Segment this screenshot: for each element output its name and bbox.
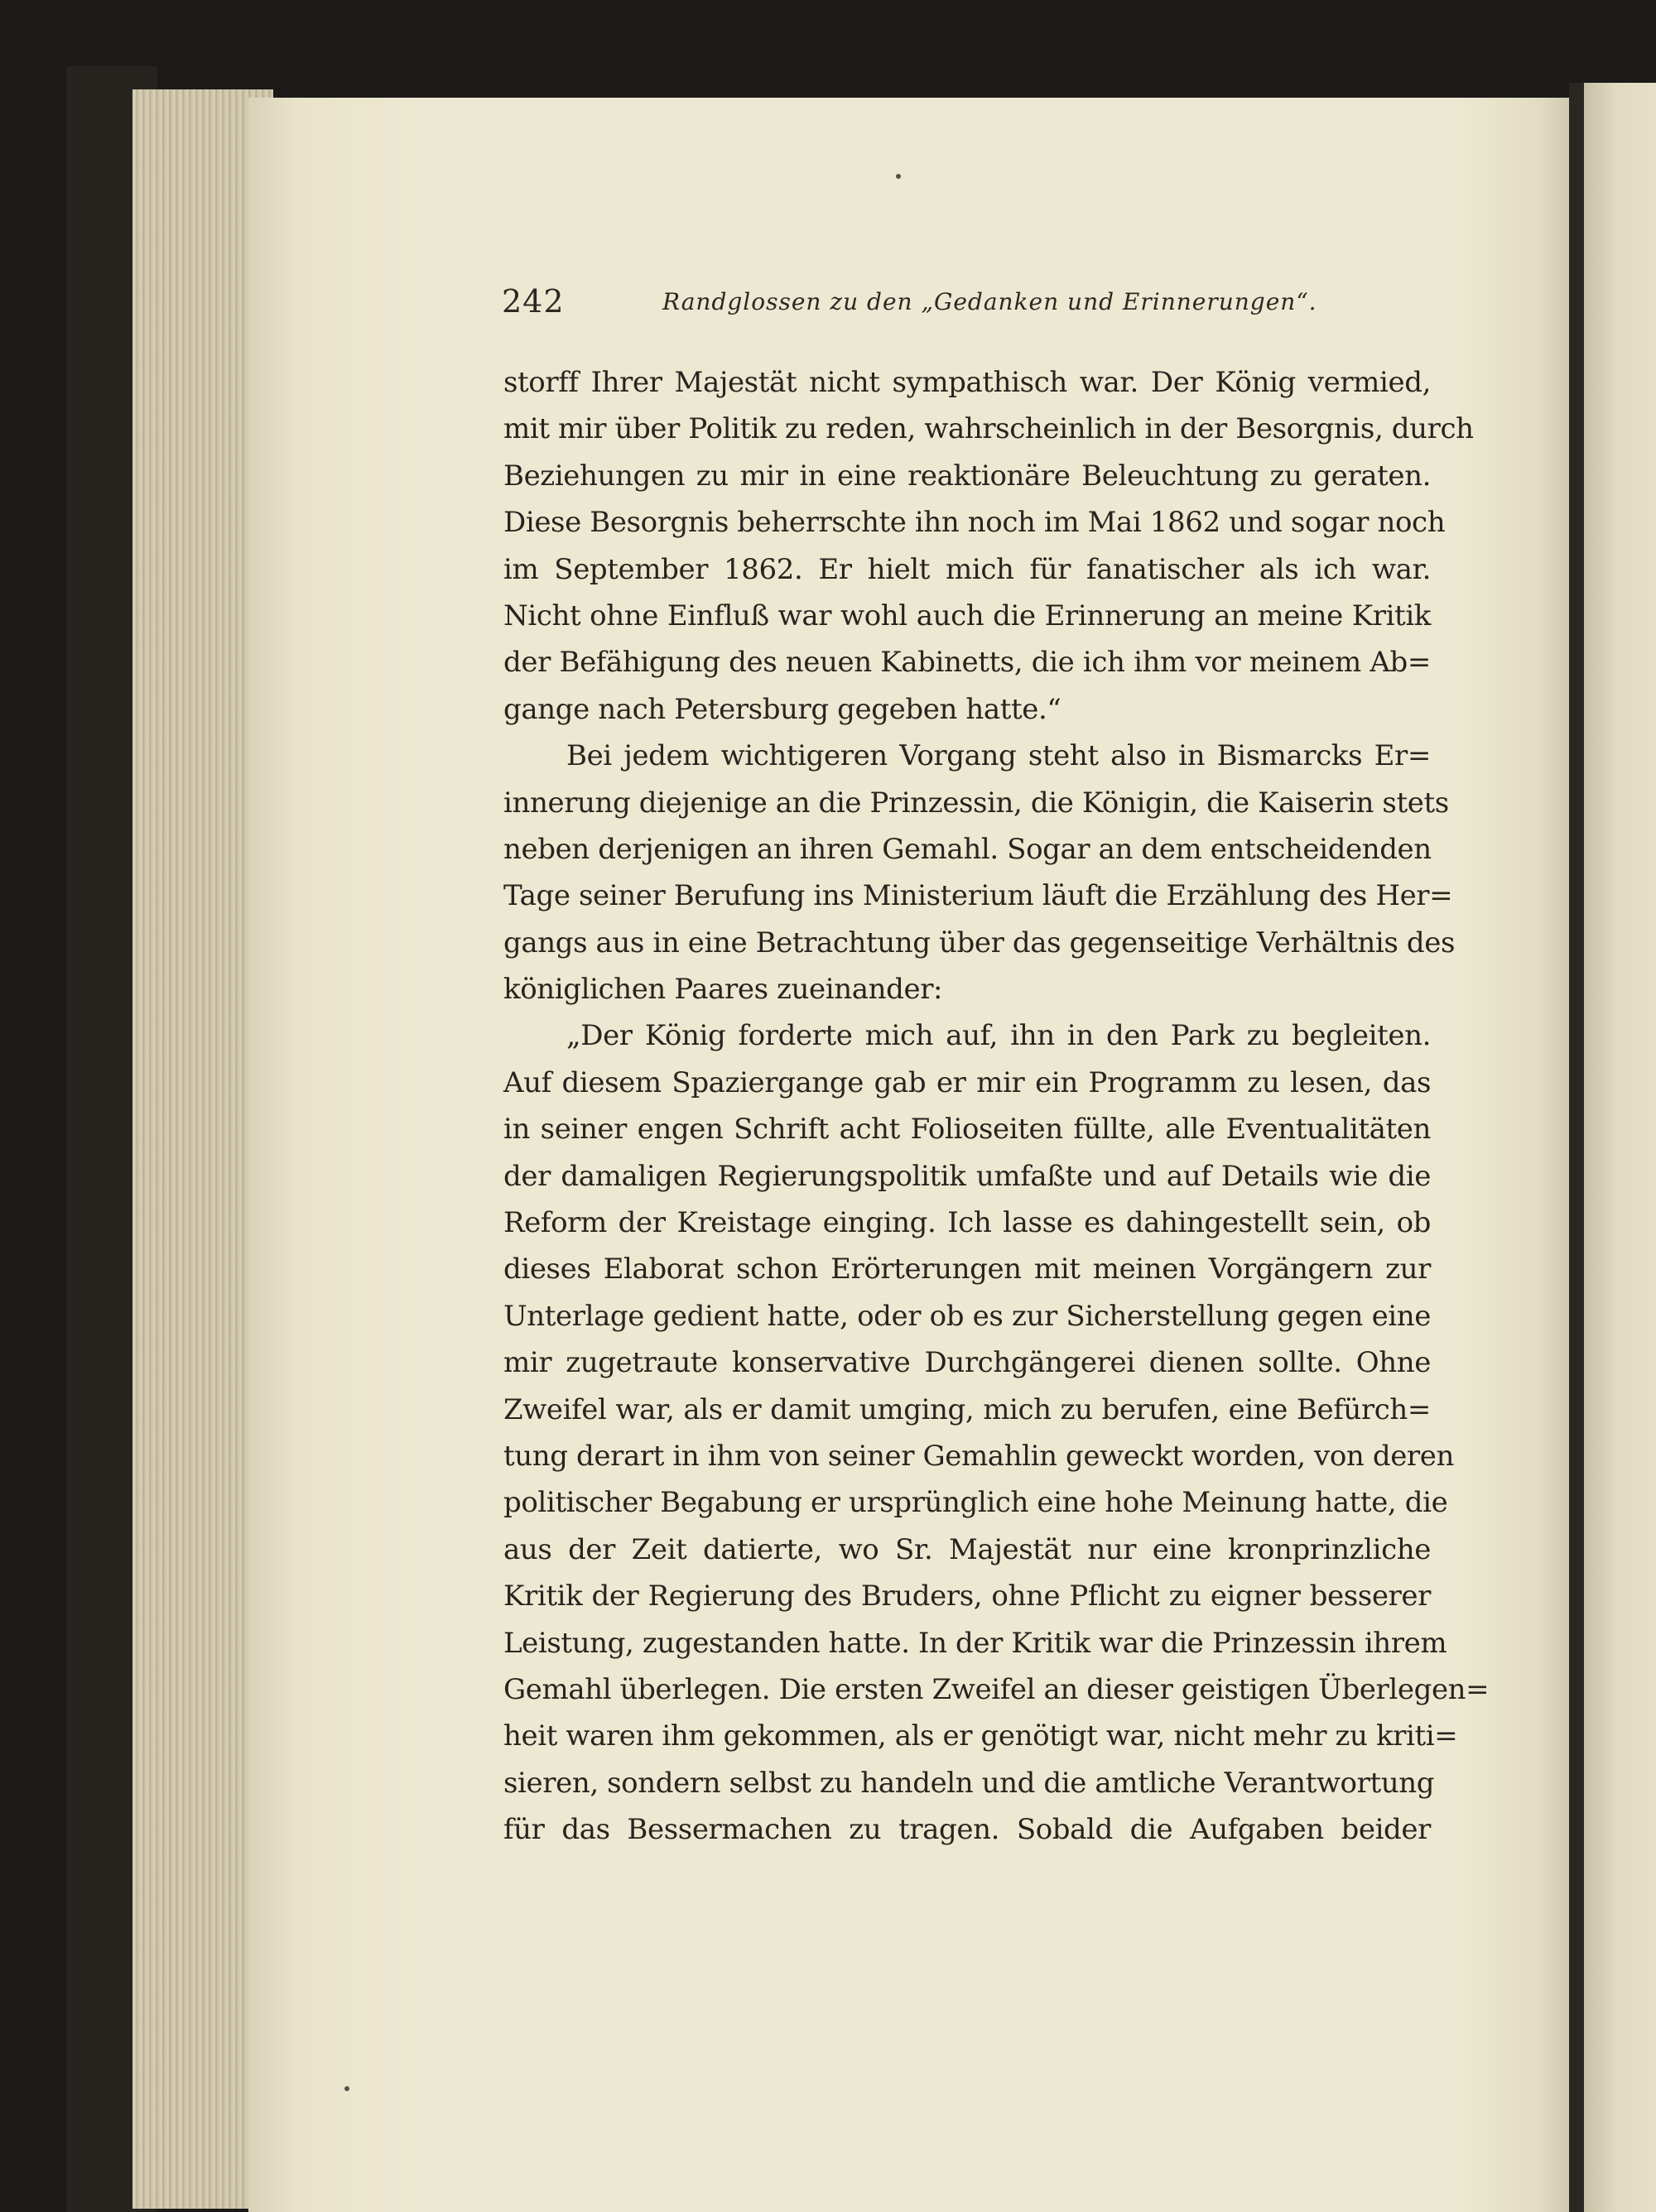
text-line: „Der König forderte mich auf, ihn in den Park zu begleiten. [566, 1019, 1431, 1053]
page-number: 242 [502, 283, 565, 320]
text-line: dieses Elaborat schon Erörterungen mit meinen Vorgängern zur [503, 1253, 1431, 1286]
speck-mark [344, 2086, 349, 2091]
page-header [502, 281, 1429, 331]
text-line: Gemahl überlegen. Die ersten Zweifel an dieser geistigen Überlegen= [503, 1672, 1490, 1706]
text-line: der Befähigung des neuen Kabinetts, die ich ihm vor meinem Ab= [503, 646, 1431, 680]
text-line: Nicht ohne Einfluß war wohl auch die Erinnerung an meine Kritik [503, 599, 1431, 632]
text-line: gange nach Petersburg gegeben hatte.“ [503, 692, 1061, 726]
speck-mark [896, 174, 901, 179]
text-line: im September 1862. Er hielt mich für fanatischer als ich war. [503, 552, 1431, 586]
text-line: politischer Begabung er ursprünglich eine hohe Meinung hatte, die [503, 1486, 1448, 1520]
text-line: Reform der Kreistage einging. Ich lasse es dahingestellt sein, ob [503, 1206, 1431, 1240]
book-gutter [1569, 83, 1584, 2212]
text-line: gangs aus in eine Betrachtung über das gegenseitige Verhältnis des [503, 926, 1455, 959]
text-line: Beziehungen zu mir in eine reaktionäre Beleuchtung zu geraten. [503, 459, 1431, 493]
text-line: Auf diesem Spaziergange gab er mir ein Programm zu lesen, das [503, 1065, 1431, 1099]
text-line: Tage seiner Berufung ins Ministerium läuft die Erzählung des Her= [503, 879, 1453, 913]
text-line: Leistung, zugestanden hatte. In der Kritik war die Prinzessin ihrem [503, 1626, 1447, 1660]
paragraph [503, 733, 1455, 1012]
running-head: Randglossen zu den „Gedanken und Erinnerungen“. [662, 288, 1317, 315]
text-line: Diese Besorgnis beherrschte ihn noch im Mai 1862 und sogar noch [503, 506, 1446, 540]
text-line: mit mir über Politik zu reden, wahrscheinlich in der Besorgnis, durch [503, 412, 1474, 446]
text-line: Kritik der Regierung des Bruders, ohne Pflicht zu eigner besserer [503, 1580, 1431, 1613]
text-line: innerung diejenige an die Prinzessin, die Königin, die Kaiserin stets [503, 786, 1449, 820]
text-line: der damaligen Regierungspolitik umfaßte und auf Details wie die [503, 1159, 1431, 1193]
quote-paragraph [503, 1012, 1490, 1853]
text-line: tung derart in ihm von seiner Gemahlin geweckt worden, von deren [503, 1439, 1454, 1473]
text-line: für das Bessermachen zu tragen. Sobald die Aufgaben beider [503, 1813, 1431, 1847]
text-line: storff Ihrer Majestät nicht sympathisch war. Der König vermied, [503, 366, 1431, 399]
text-line: Zweifel war, als er damit umging, mich zu berufen, eine Befürch= [503, 1392, 1431, 1426]
text-line: königlichen Paares zueinander: [503, 973, 943, 1007]
body-text [503, 359, 1490, 1854]
text-line: sieren, sondern selbst zu handeln und die amtliche Verantwortung [503, 1766, 1435, 1800]
text-line: in seiner engen Schrift acht Folioseiten füllte, alle Eventualitäten [503, 1113, 1431, 1147]
paragraph [503, 359, 1474, 733]
text-line: aus der Zeit datierte, wo Sr. Majestät nur eine kronprinzliche [503, 1532, 1431, 1566]
text-line: mir zugetraute konservative Durchgängerei dienen sollte. Ohne [503, 1346, 1431, 1380]
facing-page-edge [1584, 83, 1656, 2212]
text-line: Unterlage gedient hatte, oder ob es zur Sicherstellung gegen eine [503, 1299, 1431, 1333]
text-line: heit waren ihm gekommen, als er genötigt war, nicht mehr zu kriti= [503, 1719, 1458, 1753]
text-line: neben derjenigen an ihren Gemahl. Sogar an dem entscheidenden [503, 832, 1432, 866]
text-line: Bei jedem wichtigeren Vorgang steht also in Bismarcks Er= [566, 739, 1431, 773]
